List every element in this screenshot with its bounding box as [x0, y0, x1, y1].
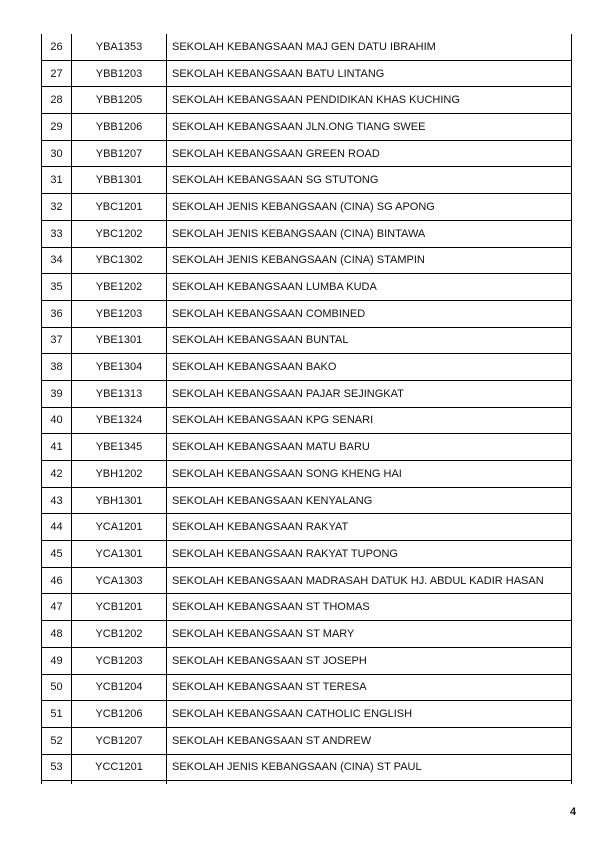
school-code: YCC1201: [71, 755, 166, 781]
school-name: SEKOLAH KEBANGSAAN KENYALANG: [166, 488, 572, 514]
school-name: SEKOLAH KEBANGSAAN RAKYAT: [166, 514, 572, 540]
row-number: 26: [41, 34, 71, 60]
row-number: 31: [41, 167, 71, 193]
school-code: YCB1202: [71, 621, 166, 647]
school-code: YCB1201: [71, 594, 166, 620]
table-row: [41, 381, 572, 408]
school-name: SEKOLAH KEBANGSAAN SONG KHENG HAI: [166, 461, 572, 487]
school-name: SEKOLAH KEBANGSAAN BAKO: [166, 354, 572, 380]
row-number: 35: [41, 274, 71, 300]
school-code: YCA1301: [71, 541, 166, 567]
school-code: YCA1303: [71, 568, 166, 594]
table-row: [41, 328, 572, 355]
row-number: 53: [41, 755, 71, 781]
school-code: YCB1204: [71, 675, 166, 701]
row-number: 29: [41, 114, 71, 140]
table-row: [41, 648, 572, 675]
row-number: 28: [41, 87, 71, 113]
school-name: SEKOLAH JENIS KEBANGSAAN (CINA) SG APONG: [166, 194, 572, 220]
table-row: [41, 248, 572, 275]
school-code: YBB1301: [71, 167, 166, 193]
school-name: SEKOLAH KEBANGSAAN ST ANDREW: [166, 728, 572, 754]
school-code: YBE1301: [71, 328, 166, 354]
school-code: YBB1203: [71, 61, 166, 87]
row-number: 51: [41, 701, 71, 727]
table-row: [41, 755, 572, 782]
table-row: [41, 141, 572, 168]
table-row: [41, 301, 572, 328]
school-code: YBB1205: [71, 87, 166, 113]
school-code: YBH1301: [71, 488, 166, 514]
row-number: 27: [41, 61, 71, 87]
school-name: SEKOLAH KEBANGSAAN RAKYAT TUPONG: [166, 541, 572, 567]
table-row: [41, 621, 572, 648]
table-row: [41, 408, 572, 435]
school-name: SEKOLAH KEBANGSAAN LUMBA KUDA: [166, 274, 572, 300]
school-code: YBE1203: [71, 301, 166, 327]
row-number: 41: [41, 434, 71, 460]
school-code: YBE1313: [71, 381, 166, 407]
school-code: YBB1206: [71, 114, 166, 140]
table-row: [41, 434, 572, 461]
school-name: SEKOLAH KEBANGSAAN PENDIDIKAN KHAS KUCHING: [166, 87, 572, 113]
row-number: 44: [41, 514, 71, 540]
school-name: SEKOLAH KEBANGSAAN MADRASAH DATUK HJ. ABDUL KADIR HASAN: [166, 568, 572, 594]
row-number: 42: [41, 461, 71, 487]
page-number: 4: [570, 806, 577, 818]
school-name: SEKOLAH KEBANGSAAN CATHOLIC ENGLISH: [166, 701, 572, 727]
table-row: [41, 87, 572, 114]
school-name: SEKOLAH KEBANGSAAN MATU BARU: [166, 434, 572, 460]
row-number: 33: [41, 221, 71, 247]
table-row: [41, 61, 572, 88]
table-row: [41, 221, 572, 248]
table-row: [41, 274, 572, 301]
school-name: SEKOLAH KEBANGSAAN ST THOMAS: [166, 594, 572, 620]
school-code: YBC1202: [71, 221, 166, 247]
school-code: YBA1353: [71, 34, 166, 60]
table-row: [41, 488, 572, 515]
school-name: SEKOLAH JENIS KEBANGSAAN (CINA) ST PAUL: [166, 755, 572, 781]
school-code: YCB1206: [71, 701, 166, 727]
school-code: YCA1201: [71, 514, 166, 540]
table-row: [41, 461, 572, 488]
table-row: [41, 167, 572, 194]
table-row: [41, 541, 572, 568]
table-row: [41, 594, 572, 621]
school-code: YBB1207: [71, 141, 166, 167]
school-name: SEKOLAH KEBANGSAAN KPG SENARI: [166, 408, 572, 434]
table-row: [41, 675, 572, 702]
table-row: [41, 114, 572, 141]
school-name: SEKOLAH KEBANGSAAN COMBINED: [166, 301, 572, 327]
row-number: 45: [41, 541, 71, 567]
table-row: [41, 194, 572, 221]
school-code: YBH1202: [71, 461, 166, 487]
row-number: 30: [41, 141, 71, 167]
school-name: SEKOLAH KEBANGSAAN JLN.ONG TIANG SWEE: [166, 114, 572, 140]
row-number: 40: [41, 408, 71, 434]
row-number: 49: [41, 648, 71, 674]
school-code: YBE1345: [71, 434, 166, 460]
school-name: SEKOLAH JENIS KEBANGSAAN (CINA) BINTAWA: [166, 221, 572, 247]
row-number: 50: [41, 675, 71, 701]
school-code: YBE1324: [71, 408, 166, 434]
row-number: 34: [41, 248, 71, 274]
table-row: [41, 568, 572, 595]
school-name: SEKOLAH KEBANGSAAN GREEN ROAD: [166, 141, 572, 167]
row-number: 38: [41, 354, 71, 380]
school-name: SEKOLAH KEBANGSAAN SG STUTONG: [166, 167, 572, 193]
row-number: 36: [41, 301, 71, 327]
row-number: 43: [41, 488, 71, 514]
row-number: 37: [41, 328, 71, 354]
table-row: [41, 34, 572, 61]
school-code: YBE1202: [71, 274, 166, 300]
row-number: 46: [41, 568, 71, 594]
school-code: YCB1203: [71, 648, 166, 674]
school-name: SEKOLAH JENIS KEBANGSAAN (CINA) STAMPIN: [166, 248, 572, 274]
school-name: SEKOLAH KEBANGSAAN BATU LINTANG: [166, 61, 572, 87]
school-code: YCB1207: [71, 728, 166, 754]
school-code: YBE1304: [71, 354, 166, 380]
school-code: YBC1302: [71, 248, 166, 274]
school-name: SEKOLAH KEBANGSAAN BUNTAL: [166, 328, 572, 354]
school-name: SEKOLAH KEBANGSAAN ST TERESA: [166, 675, 572, 701]
school-name: SEKOLAH KEBANGSAAN ST MARY: [166, 621, 572, 647]
row-number: 39: [41, 381, 71, 407]
table-row: [41, 354, 572, 381]
table-row: [41, 728, 572, 755]
table-row: [41, 514, 572, 541]
row-number: 52: [41, 728, 71, 754]
school-name: SEKOLAH KEBANGSAAN PAJAR SEJINGKAT: [166, 381, 572, 407]
row-number: 48: [41, 621, 71, 647]
school-name: SEKOLAH KEBANGSAAN MAJ GEN DATU IBRAHIM: [166, 34, 572, 60]
school-name: SEKOLAH KEBANGSAAN ST JOSEPH: [166, 648, 572, 674]
table-row: [41, 701, 572, 728]
table-continuation: [41, 781, 572, 784]
row-number: 47: [41, 594, 71, 620]
school-table: [41, 34, 572, 784]
school-code: YBC1201: [71, 194, 166, 220]
row-number: 32: [41, 194, 71, 220]
